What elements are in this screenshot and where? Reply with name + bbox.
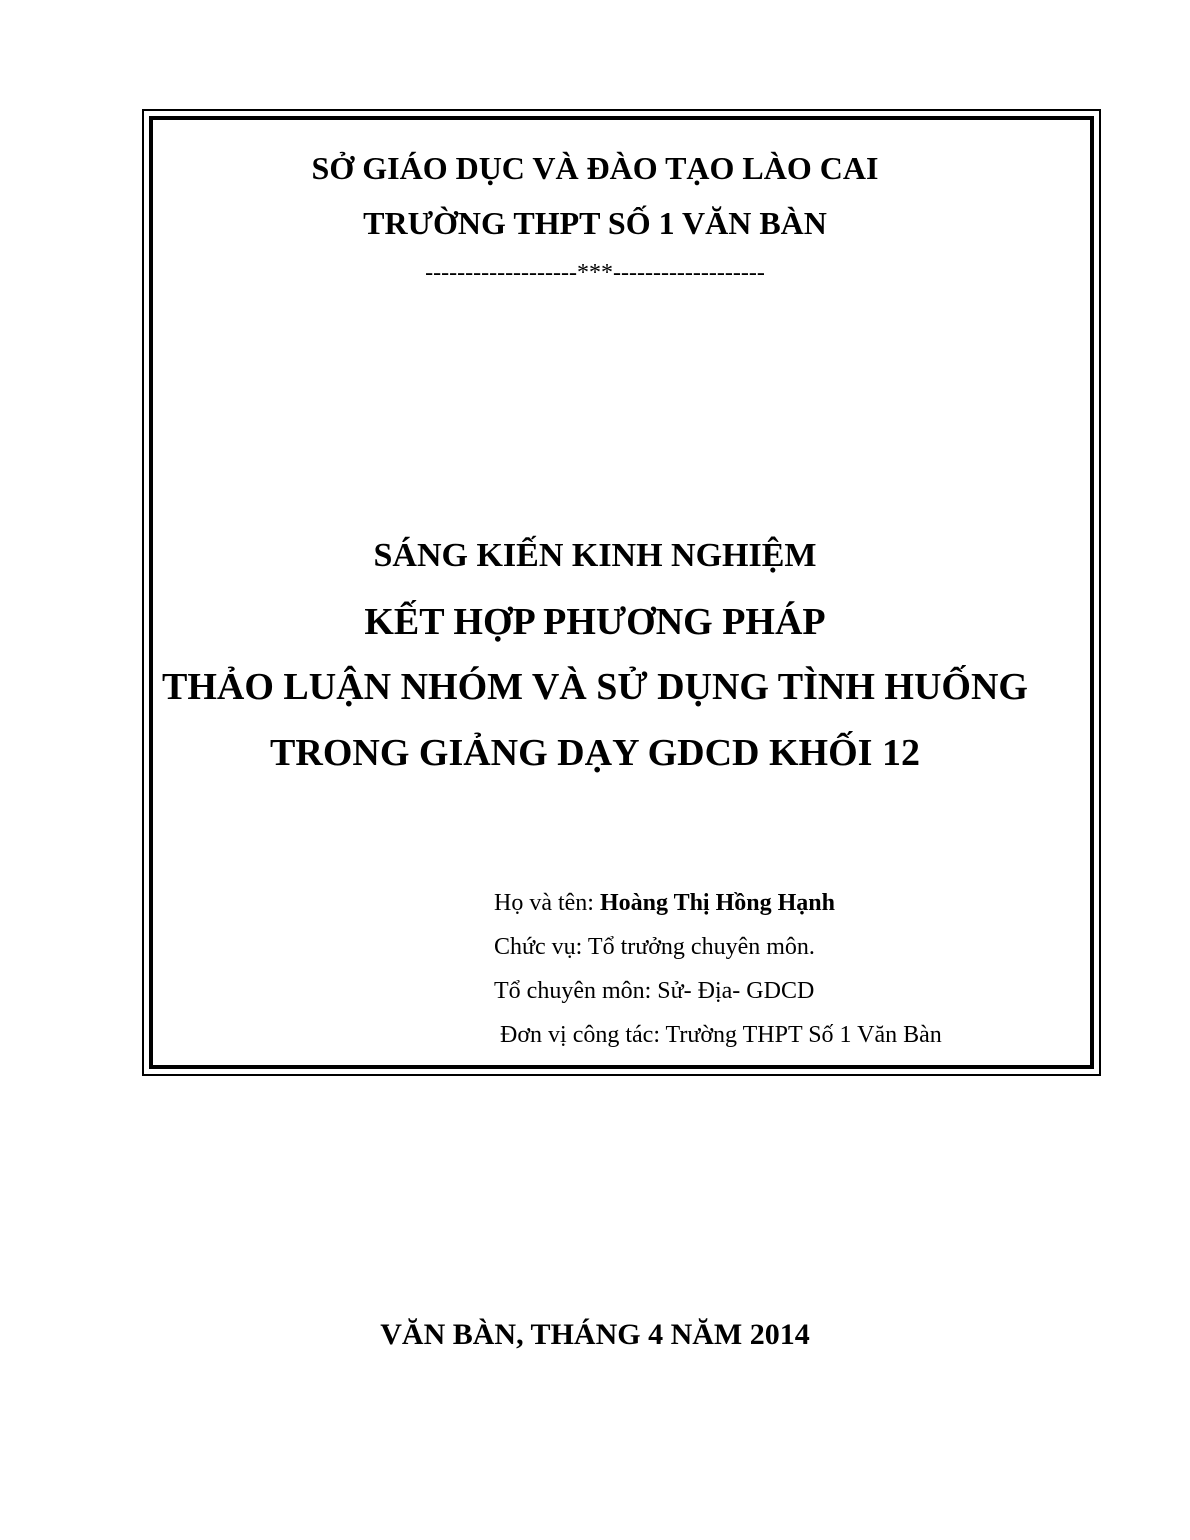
school-heading: TRƯỜNG THPT SỐ 1 VĂN BÀN [363, 205, 827, 241]
author-position: Chức vụ: Tổ trưởng chuyên môn. [494, 934, 815, 960]
place-and-date: VĂN BÀN, THÁNG 4 NĂM 2014 [380, 1318, 810, 1351]
author-name-row [494, 890, 835, 917]
department-heading: SỞ GIÁO DỤC VÀ ĐÀO TẠO LÀO CAI [311, 150, 879, 186]
page-border-inner [149, 116, 1094, 1069]
author-group: Tổ chuyên môn: Sử- Địa- GDCD [494, 978, 815, 1004]
author-name-value: Hoàng Thị Hồng Hạnh [599, 890, 835, 916]
document-type-title: SÁNG KIẾN KINH NGHIỆM [373, 537, 817, 574]
header-separator: -------------------***------------------- [425, 260, 765, 286]
title-line-3: THẢO LUẬN NHÓM VÀ SỬ DỤNG TÌNH HUỐNG [162, 666, 1028, 708]
title-line-4: TRONG GIẢNG DẠY GDCD KHỐI 12 [270, 732, 920, 774]
title-line-2: KẾT HỢP PHƯƠNG PHÁP [364, 601, 826, 643]
author-workplace: Đơn vị công tác: Trường THPT Số 1 Văn Bàn [500, 1022, 942, 1048]
author-name-label: Họ và tên: [494, 890, 600, 916]
